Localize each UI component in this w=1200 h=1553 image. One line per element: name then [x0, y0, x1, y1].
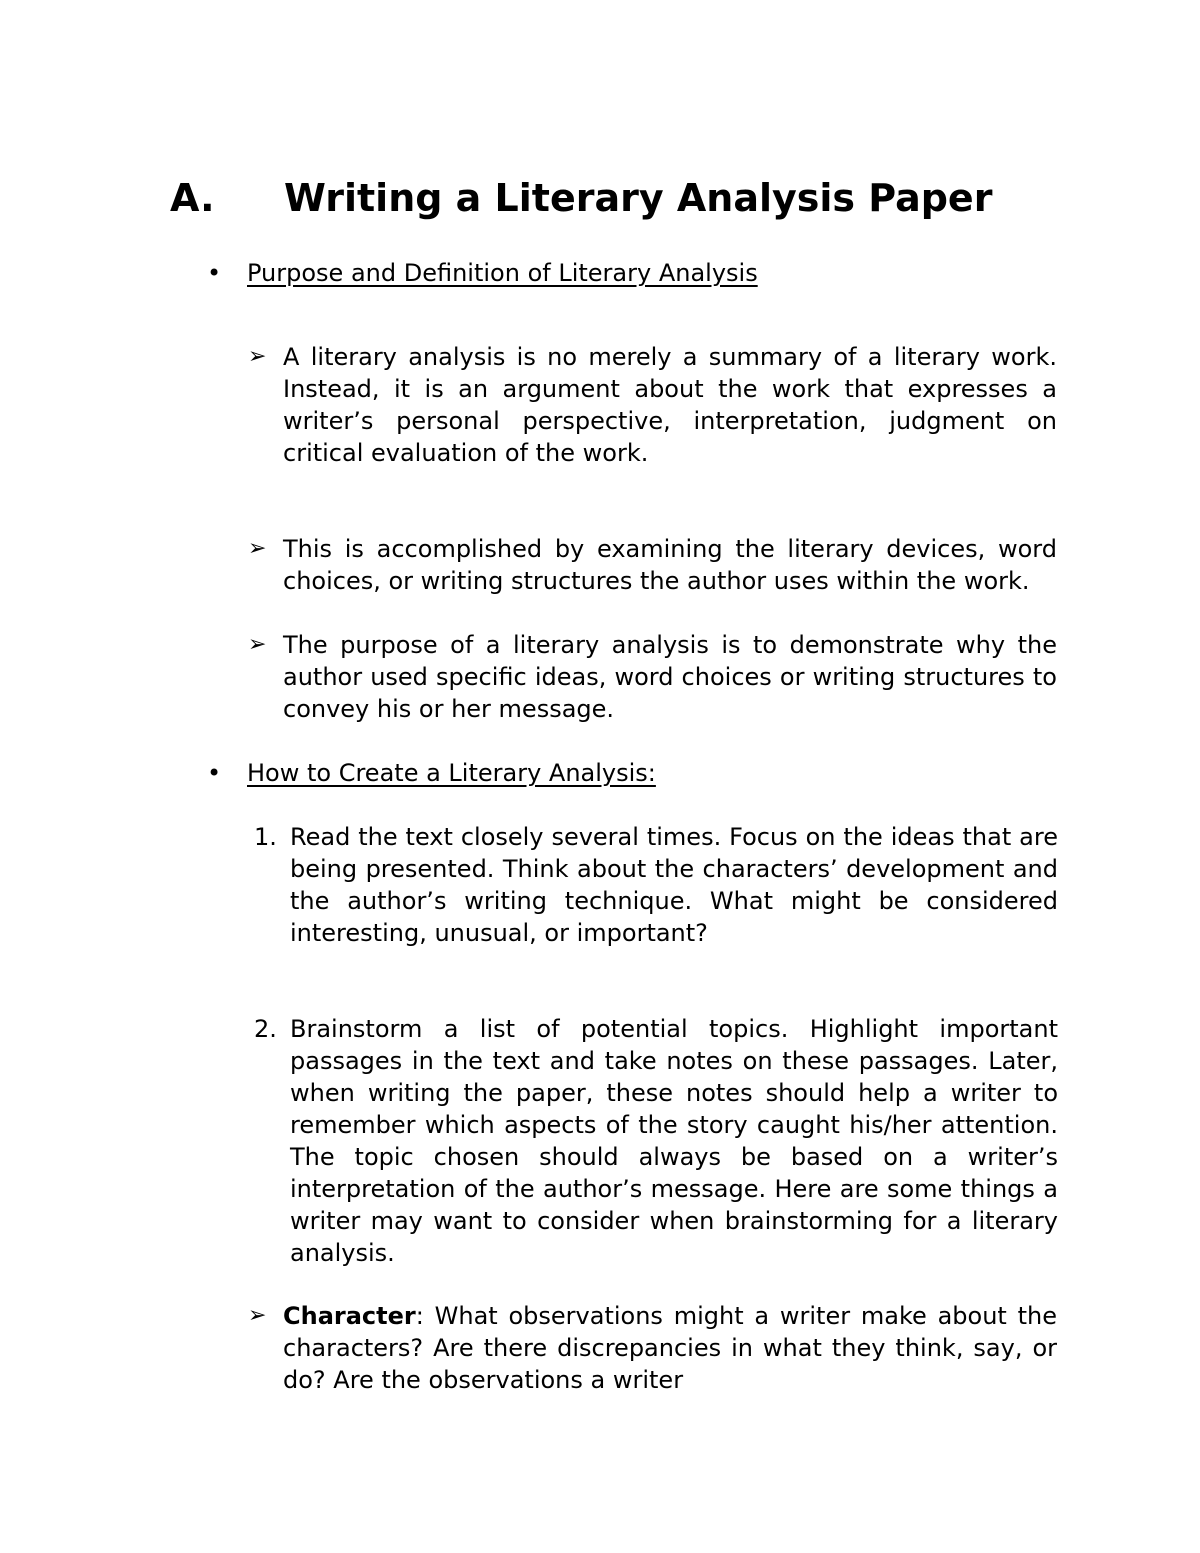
bullet-icon: •: [207, 759, 222, 787]
section-heading-purpose: [207, 257, 758, 289]
arrow-bullet-icon: ➢: [248, 344, 267, 369]
step-number: 1.: [254, 823, 277, 851]
purpose-point: The purpose of a literary analysis is to demonstrate why the author used specific ideas, word choices or writing structures to convey his or her message.: [283, 631, 1057, 723]
arrow-bullet-icon: ➢: [248, 1303, 267, 1328]
section-label: How to Create a Literary Analysis:: [247, 759, 656, 787]
step-text: Brainstorm a list of potential topics. Highlight important passages in the text and take notes on these passages. Later, when writing the paper, these notes should help a writer to remember which aspects of the story caught his/her attention. The topic chosen should always be based on a writer’s interpretation of the author’s message. Here are some things a writer may want to consider when brainstorming for a literary analysis.: [290, 1015, 1058, 1267]
character-text: : What observations might a writer make about the characters? Are there discrepancies in what they think, say, or do? Are the observations a writer: [283, 1302, 1057, 1394]
step-text: Read the text closely several times. Focus on the ideas that are being presented. Think about the characters’ development and the author’s writing technique. What might be considered interesting, unusual, or important?: [290, 823, 1058, 947]
character-point: [283, 1300, 1057, 1396]
document-heading: [170, 172, 992, 224]
purpose-point: A literary analysis is no merely a summary of a literary work. Instead, it is an argument about the work that expresses a writer’s personal perspective, interpretation, judgment on critical evaluation of the work.: [283, 343, 1057, 467]
arrow-bullet-icon: ➢: [248, 536, 267, 561]
arrow-bullet-icon: ➢: [248, 632, 267, 657]
step-number: 2.: [254, 1015, 277, 1043]
heading-letter: A.: [170, 176, 215, 220]
section-label: Purpose and Definition of Literary Analysis: [247, 259, 758, 287]
purpose-point: This is accomplished by examining the literary devices, word choices, or writing structures the author uses within the work.: [283, 535, 1057, 595]
section-heading-how-to: [207, 757, 656, 789]
character-term: Character: [283, 1302, 416, 1330]
heading-title: Writing a Literary Analysis Paper: [284, 176, 993, 220]
bullet-icon: •: [207, 259, 222, 287]
